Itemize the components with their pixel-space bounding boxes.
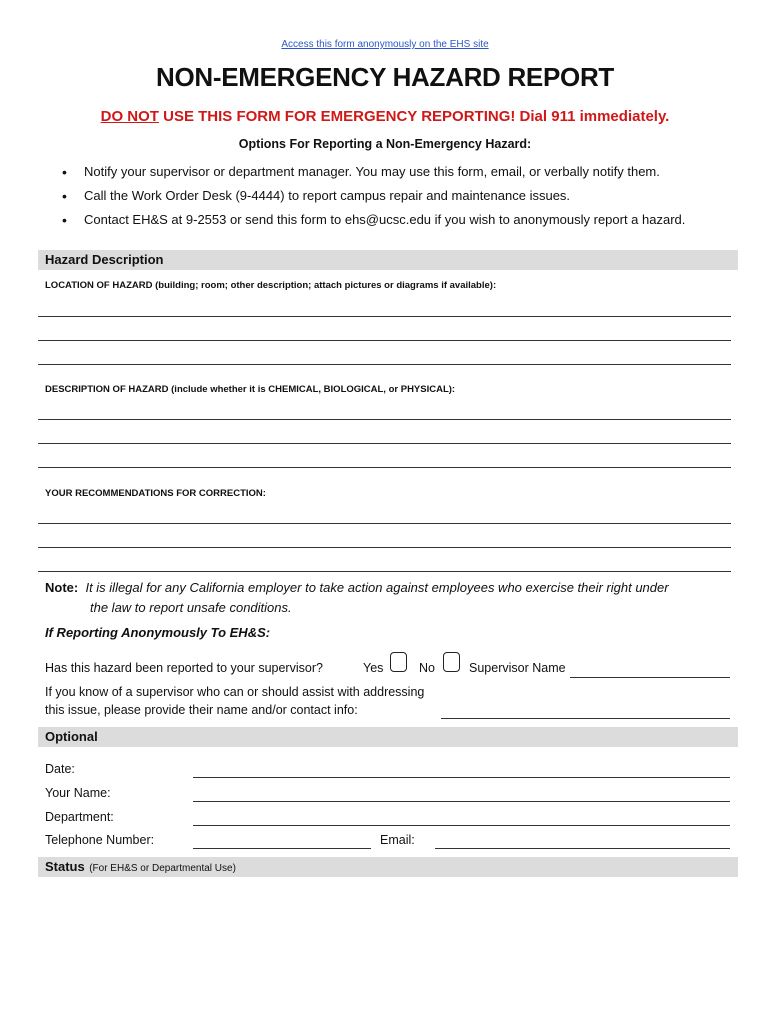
recommendations-line[interactable] [38, 547, 731, 548]
department-label: Department: [45, 810, 114, 824]
hazard-description-header [38, 250, 738, 270]
note-line: the law to report unsafe conditions. [90, 600, 292, 615]
your-name-label: Your Name: [45, 786, 111, 800]
telephone-field[interactable] [193, 848, 371, 849]
yes-checkbox[interactable] [390, 652, 407, 672]
location-label: LOCATION OF HAZARD (building; room; other description; attach pictures or diagrams if available): [45, 280, 497, 291]
description-label: DESCRIPTION OF HAZARD (include whether it is CHEMICAL, BIOLOGICAL, or PHYSICAL): [45, 384, 456, 395]
option-item: • Contact EH&S at 9-2553 or send this form to ehs@ucsc.edu if you wish to anonymously report a hazard. [60, 209, 685, 233]
status-header [38, 857, 738, 877]
contact-prompt-line: this issue, please provide their name and/or contact info: [45, 703, 358, 717]
warning-do-not: DO NOT [100, 108, 159, 125]
option-item: • Notify your supervisor or department manager. You may use this form, email, or verbally notify them. [60, 161, 685, 185]
optional-title: Optional [45, 729, 98, 744]
your-name-field[interactable] [193, 801, 730, 802]
status-subtitle: (For EH&S or Departmental Use) [89, 863, 236, 874]
note-label: Note: [45, 580, 79, 595]
description-line[interactable] [38, 443, 731, 444]
description-line[interactable] [38, 467, 731, 468]
recommendations-line[interactable] [38, 523, 731, 524]
no-checkbox[interactable] [443, 652, 460, 672]
supervisor-contact-field[interactable] [441, 718, 730, 719]
ehs-anonymous-link[interactable]: Access this form anonymously on the EHS site [281, 39, 489, 50]
optional-header [38, 727, 738, 747]
options-list [60, 161, 685, 233]
recommendations-line[interactable] [38, 571, 731, 572]
location-line[interactable] [38, 316, 731, 317]
legal-note [45, 578, 669, 618]
location-line[interactable] [38, 364, 731, 365]
form-title: NON-EMERGENCY HAZARD REPORT [156, 62, 614, 92]
supervisor-name-label: Supervisor Name [469, 661, 566, 675]
department-field[interactable] [193, 825, 730, 826]
supervisor-name-field[interactable] [570, 677, 730, 678]
anonymous-heading: If Reporting Anonymously To EH&S: [45, 625, 271, 640]
contact-prompt-line: If you know of a supervisor who can or should assist with addressing [45, 685, 425, 699]
date-label: Date: [45, 762, 75, 776]
description-line[interactable] [38, 419, 731, 420]
location-line[interactable] [38, 340, 731, 341]
supervisor-question: Has this hazard been reported to your supervisor? [45, 661, 323, 675]
date-field[interactable] [193, 777, 730, 778]
option-item: • Call the Work Order Desk (9-4444) to report campus repair and maintenance issues. [60, 185, 685, 209]
status-heading [38, 857, 738, 879]
status-title: Status [45, 859, 85, 874]
email-field[interactable] [435, 848, 730, 849]
no-label: No [419, 661, 435, 675]
email-label: Email: [380, 833, 415, 847]
recommendations-label: YOUR RECOMMENDATIONS FOR CORRECTION: [45, 488, 266, 499]
hazard-description-title: Hazard Description [45, 252, 164, 267]
emergency-warning [0, 108, 770, 125]
supervisor-contact-prompt [45, 683, 424, 719]
options-heading: Options For Reporting a Non-Emergency Hazard: [238, 137, 532, 151]
note-line: It is illegal for any California employer to take action against employees who exercise their right under [85, 580, 669, 595]
yes-label: Yes [363, 661, 384, 675]
warning-text: USE THIS FORM FOR EMERGENCY REPORTING! Dial 911 immediately. [158, 108, 670, 125]
telephone-label: Telephone Number: [45, 833, 155, 847]
